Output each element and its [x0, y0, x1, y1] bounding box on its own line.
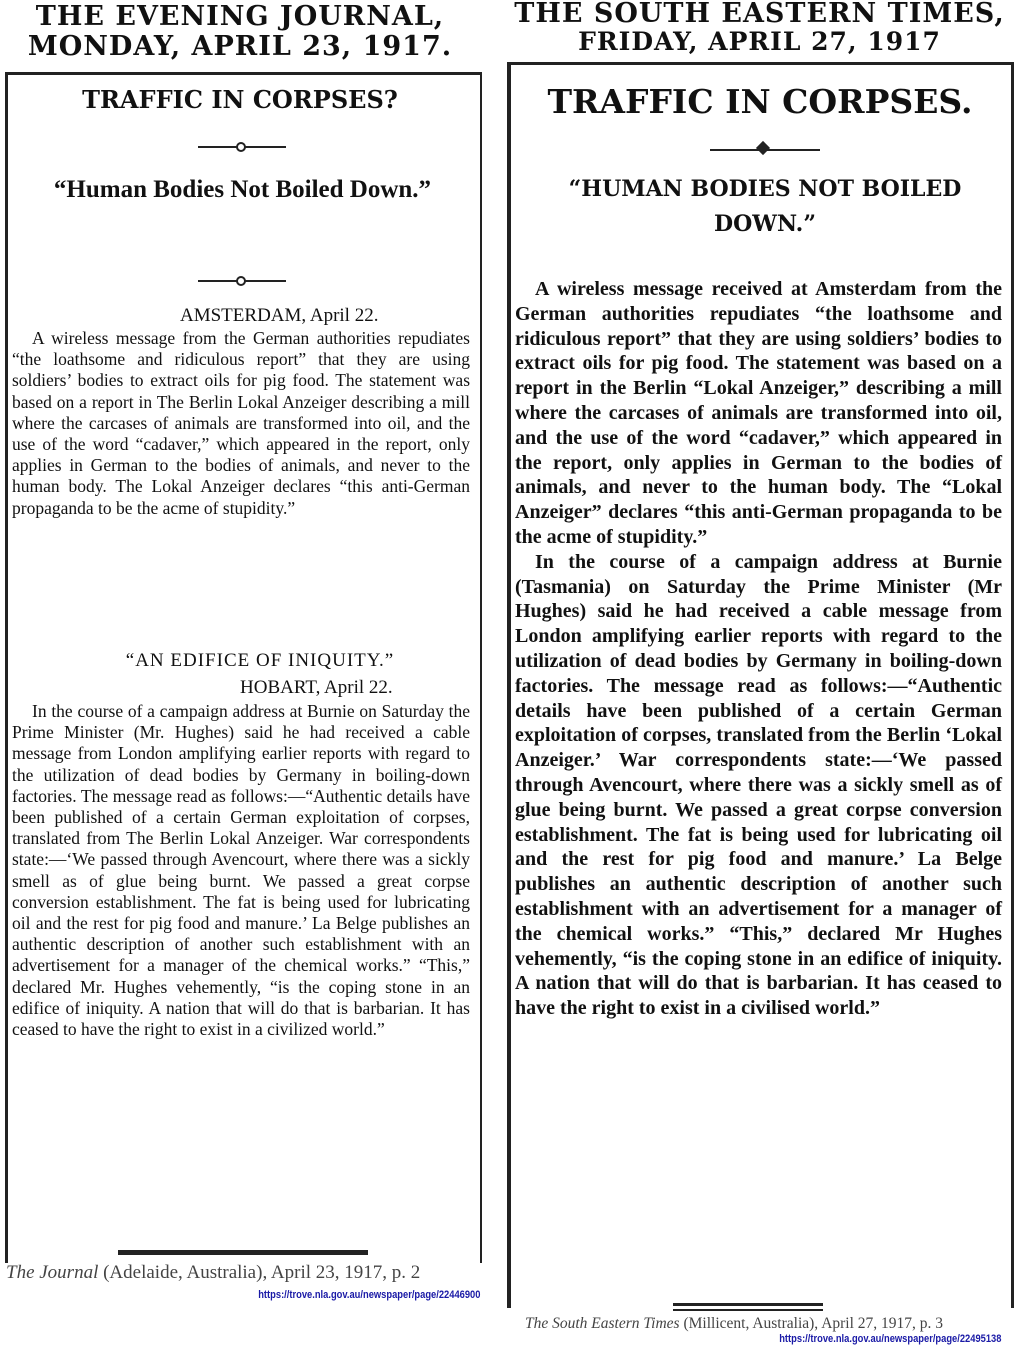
masthead-name: THE SOUTH EASTERN TIMES, — [514, 0, 1005, 29]
source-link[interactable]: https://trove.nla.gov.au/newspaper/page/22495138 — [778, 1333, 1001, 1345]
paragraph: A wireless message from the German authorities repudiates “the loathsome and ridiculous report” that they are using soldiers’ bodies to extract oils for pig food. The statement was based on a report in The Berlin Lokal Anzeiger describing a mill where the carcases of animals are transformed into oil, and the use of the word “cadaver,” which appeared in the report, only applies in German to the bodies of animals, and never to the human body. The Lokal Anzeiger declares “this anti-German propaganda to be the acme of stupidity.” — [12, 328, 470, 518]
right-masthead — [507, 0, 1012, 56]
section-heading: “AN EDIFICE OF INIQUITY.” — [125, 650, 395, 671]
masthead-name: THE EVENING JOURNAL, — [35, 1, 445, 32]
dateline: HOBART, April 22. — [240, 677, 393, 698]
right-caption — [525, 1315, 943, 1333]
article-body — [12, 328, 470, 519]
caption-details: (Adelaide, Australia), April 23, 1917, p. 2 — [98, 1262, 421, 1283]
end-rule — [673, 1303, 823, 1306]
article-body — [12, 701, 470, 1040]
end-rule — [118, 1250, 368, 1255]
subheadline: “HUMAN BODIES NOT BOILED DOWN.” — [568, 176, 962, 237]
masthead-date: MONDAY, APRIL 23, 1917. — [27, 31, 453, 62]
headline: TRAFFIC IN CORPSES. — [547, 82, 973, 121]
left-masthead — [5, 2, 475, 62]
source-link[interactable]: https://trove.nla.gov.au/newspaper/page/22446900 — [257, 1289, 480, 1301]
paragraph: In the course of a campaign address at Burnie (Tasmania) on Saturday the Prime Minister (Mr Hughes) said he had received a cable message from London amplifying earlier reports with regard to the utilization of dead bodies by Germany in boiling-down factories. The message read as follows:—“Authentic details have been published of a certain German exploitation of corpses, translated from the Berlin ‘Lokal Anzeiger.’ War correspondents state:—‘We passed through Avencourt, where there was a sickly smell as of glue being burnt. We passed a great corpse conversion establishment. The fat is being used for lubricating oil and the rest for pig food and manure.’ La Belge publishes an authentic description of another such establishment with an advertisement for a manager of the chemical works.” “This,” declared Mr Hughes vehemently, “is the coping stone in an edifice of iniquity. A nation that will do that is barbarian. It has ceased to have the right to exist in a civilised world.” — [515, 550, 1002, 1020]
caption-details: (Millicent, Australia), April 27, 1917, p. 3 — [679, 1315, 944, 1332]
article-body — [515, 277, 1002, 1021]
paragraph: A wireless message received at Amsterdam from the German authorities repudiates “the loathsome and ridiculous report” that they are using soldiers’ bodies to extract oils for pig food. The statement was based on a report in the Berlin “Lokal Anzeiger,” describing a mill where the carcases of animals are transformed into oil, and the use of the word “cadaver,” which appeared in the report, only applies in German to the bodies of animals, and never to the human body. The “Lokal Anzeiger” declares “this anti-German propaganda to be the acme of stupidity.” — [515, 278, 1002, 548]
masthead-date: FRIDAY, APRIL 27, 1917 — [578, 27, 941, 56]
caption-title: The Journal — [6, 1262, 99, 1283]
dateline: AMSTERDAM, April 22. — [180, 305, 379, 326]
headline: TRAFFIC IN CORPSES? — [82, 85, 398, 114]
paragraph: In the course of a campaign address at Burnie on Saturday the Prime Minister (Mr. Hughes) said he had received a cable message from London amplifying earlier reports with regard to the utilization of dead bodies by Germany in boiling-down factories. The message read as follows:—“Authentic details have been published of a certain German exploitation of corpses, translated from The Berlin Lokal Anzeiger. War correspondents state:—‘We passed through Avencourt, where there was a sickly smell as of glue being burnt. We passed a great corpse conversion establishment. The fat is being used for lubricating oil and the rest for pig food and manure.’ La Belge publishes an authentic description of another such establishment with an advertisement for a manager of the chemical works.” “This,” declared Mr. Hughes vehemently, “is the coping stone in an edifice of iniquity. A nation that will do that is barbarian. It has ceased to have the right to exist in a civilized world.” — [12, 701, 470, 1040]
end-rule — [673, 1309, 823, 1311]
subheadline: “Human Bodies Not Boiled Down.” — [53, 176, 432, 203]
caption-title: The South Eastern Times — [525, 1315, 680, 1332]
left-caption — [6, 1262, 420, 1284]
divider-ornament — [236, 276, 246, 286]
divider-ornament — [236, 142, 246, 152]
